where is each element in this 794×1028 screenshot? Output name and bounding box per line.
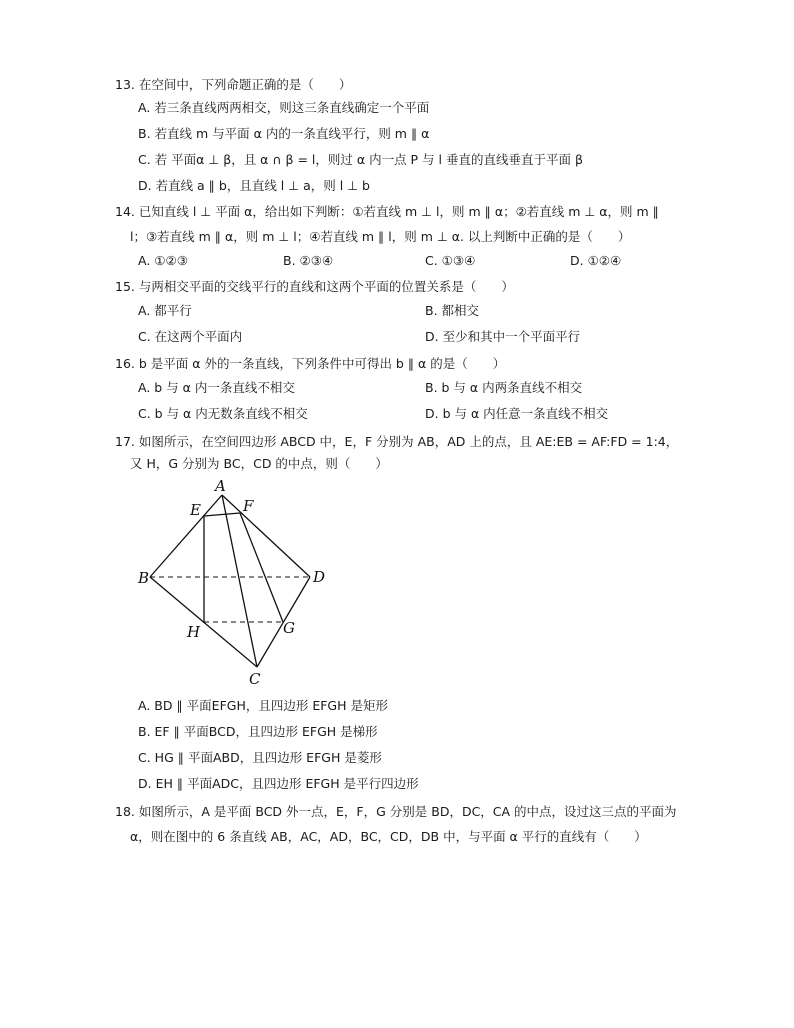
q16-option-c[interactable]: C. b 与 α 内无数条直线不相交	[138, 406, 308, 421]
label-B: B	[138, 569, 150, 587]
q17-stem-line1: 17. 如图所示，在空间四边形 ABCD 中，E，F 分别为 AB，AD 上的点，且 AE:EB = AF:FD = 1:4，	[115, 434, 679, 449]
q17-stem-line2: 又 H，G 分别为 BC，CD 的中点，则（ ）	[130, 456, 388, 471]
q18-stem-line1: 18. 如图所示，A 是平面 BCD 外一点，E，F，G 分别是 BD，DC，CA 的中点，设过这三点的平面为	[115, 804, 677, 819]
q13-option-a[interactable]: A. 若三条直线两两相交，则这三条直线确定一个平面	[138, 100, 430, 115]
label-G: G	[283, 619, 295, 637]
q15-option-d[interactable]: D. 至少和其中一个平面平行	[425, 329, 581, 344]
q17-option-b[interactable]: B. EF ∥ 平面BCD，且四边形 EFGH 是梯形	[138, 724, 378, 739]
q16-option-b[interactable]: B. b 与 α 内两条直线不相交	[425, 380, 583, 395]
q13-stem: 13. 在空间中，下列命题正确的是（ ）	[115, 77, 352, 92]
q15-option-a[interactable]: A. 都平行	[138, 303, 192, 318]
q16-option-d[interactable]: D. b 与 α 内任意一条直线不相交	[425, 406, 609, 421]
tetrahedron-figure	[135, 478, 335, 688]
q13-option-c[interactable]: C. 若 平面α ⊥ β，且 α ∩ β = l，则过 α 内一点 P 与 l 垂直的直线垂直于平面 β	[138, 152, 583, 167]
q14-option-b[interactable]: B. ②③④	[283, 253, 334, 268]
label-C: C	[249, 670, 261, 688]
q13-option-d[interactable]: D. 若直线 a ∥ b，且直线 l ⊥ a，则 l ⊥ b	[138, 178, 370, 193]
q14-option-c[interactable]: C. ①③④	[425, 253, 476, 268]
q14-stem-line1: 14. 已知直线 l ⊥ 平面 α，给出如下判断：①若直线 m ⊥ l，则 m ∥ α；②若直线 m ⊥ α，则 m ∥	[115, 204, 659, 219]
q16-option-a[interactable]: A. b 与 α 内一条直线不相交	[138, 380, 295, 395]
q17-option-a[interactable]: A. BD ∥ 平面EFGH，且四边形 EFGH 是矩形	[138, 698, 388, 713]
figure-hidden-edges	[150, 577, 310, 622]
label-F: F	[243, 497, 254, 515]
q13-option-b[interactable]: B. 若直线 m 与平面 α 内的一条直线平行，则 m ∥ α	[138, 126, 430, 141]
segment-FG	[240, 513, 283, 622]
edge-AD	[222, 495, 310, 577]
segment-EF	[204, 513, 240, 516]
q15-option-c[interactable]: C. 在这两个平面内	[138, 329, 243, 344]
q14-option-a[interactable]: A. ①②③	[138, 253, 188, 268]
q16-stem: 16. b 是平面 α 外的一条直线，下列条件中可得出 b ∥ α 的是（ ）	[115, 356, 506, 371]
label-E: E	[190, 501, 201, 519]
q15-stem: 15. 与两相交平面的交线平行的直线和这两个平面的位置关系是（ ）	[115, 279, 514, 294]
q14-option-d[interactable]: D. ①②④	[570, 253, 622, 268]
figure-edges	[150, 495, 310, 667]
q18-stem-line2: α，则在图中的 6 条直线 AB，AC，AD，BC，CD，DB 中，与平面 α 平行的直线有（ ）	[130, 829, 647, 844]
label-H: H	[187, 623, 201, 641]
edge-AB	[150, 495, 222, 577]
label-A: A	[215, 478, 226, 495]
q15-option-b[interactable]: B. 都相交	[425, 303, 480, 318]
label-D: D	[313, 568, 326, 586]
q14-stem-line2: l；③若直线 m ∥ α，则 m ⊥ l；④若直线 m ∥ l，则 m ⊥ α. 以上判断中正确的是（ ）	[130, 229, 631, 244]
q17-option-c[interactable]: C. HG ∥ 平面ABD，且四边形 EFGH 是菱形	[138, 750, 382, 765]
q17-option-d[interactable]: D. EH ∥ 平面ADC，且四边形 EFGH 是平行四边形	[138, 776, 419, 791]
